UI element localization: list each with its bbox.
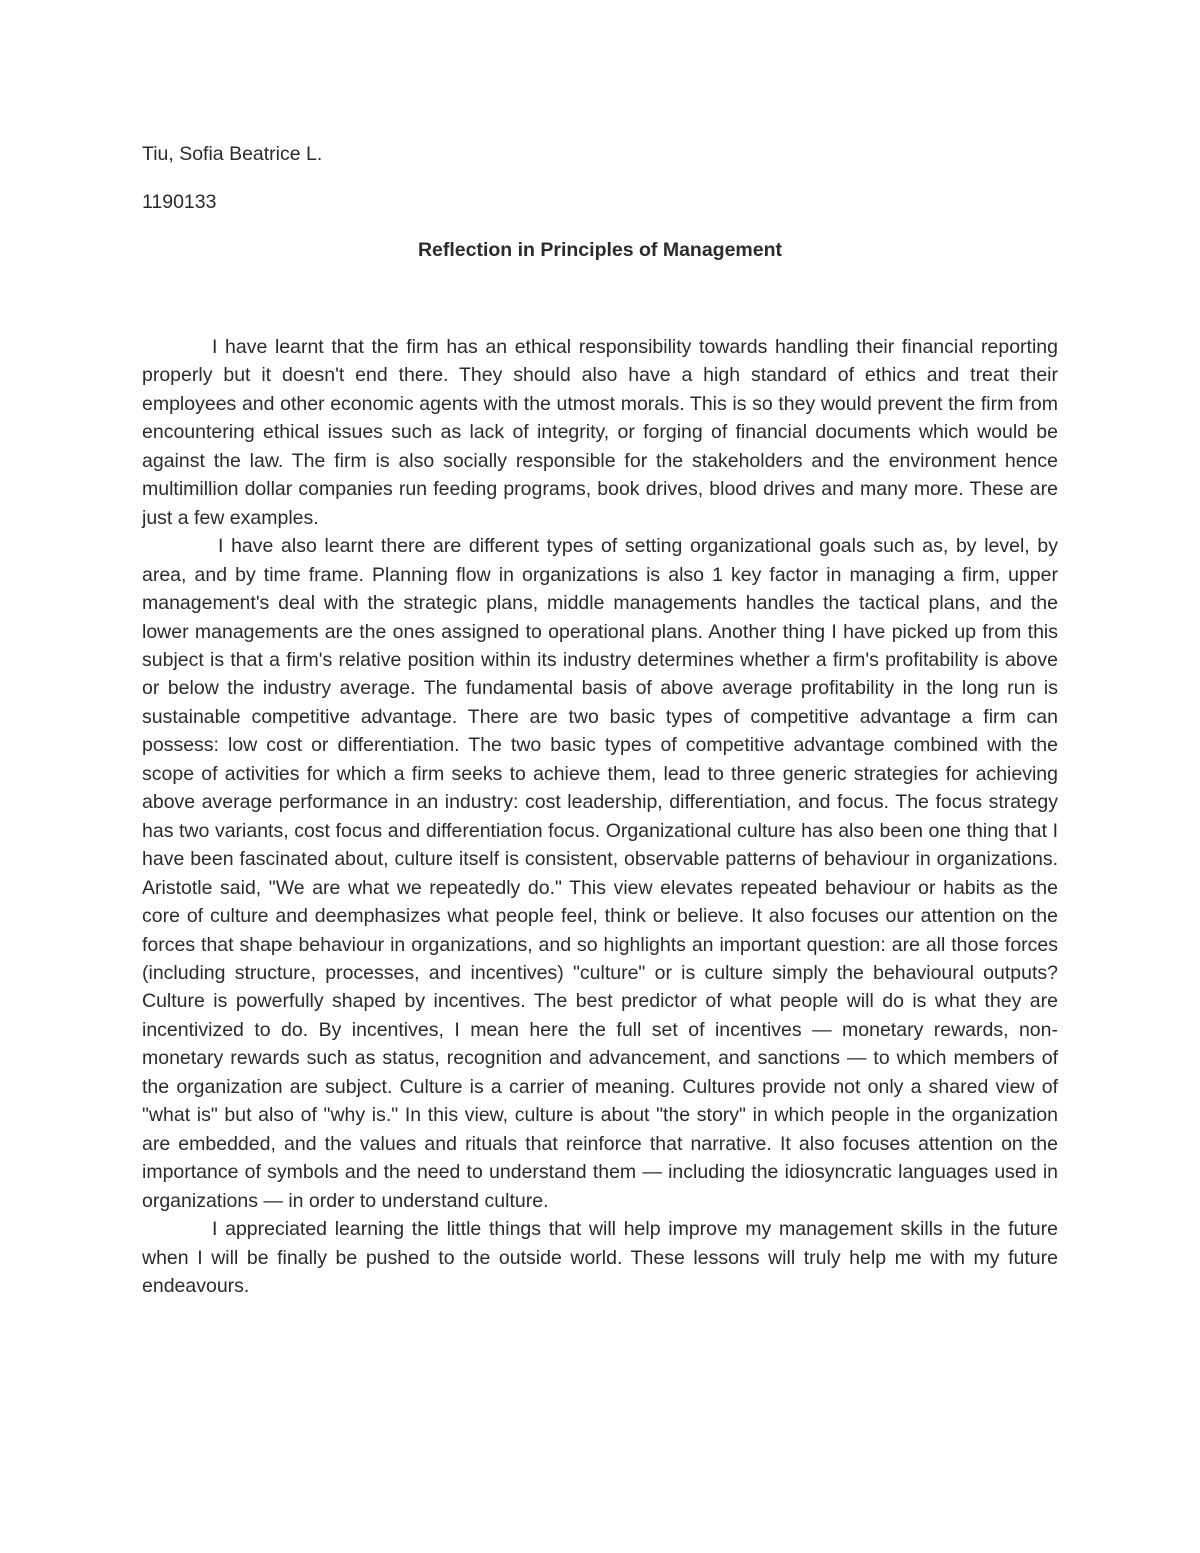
document-title: Reflection in Principles of Management xyxy=(417,239,783,261)
paragraph-conclusion: I appreciated learning the little things that will help improve my management skills in the future when I will be finally be pushed to the outside world. These lessons will truly help me with my future endeavours. xyxy=(142,1218,1058,1297)
paragraph-ethics: I have learnt that the firm has an ethical responsibility towards handling their financial reporting properly but it doesn't end there. They should also have a high standard of ethics and treat their employees and other economic agents with the utmost morals. This is so they would prevent the firm from encountering ethical issues such as lack of integrity, or forging of financial documents which would be against the law. The firm is also socially responsible for the stakeholders and the environment hence multimillion dollar companies run feeding programs, book drives, blood drives and many more. These are just a few examples. xyxy=(142,336,1058,529)
author-name: Tiu, Sofia Beatrice L. xyxy=(142,143,323,165)
document-body xyxy=(142,333,1058,1300)
paragraph-goals-strategy-culture: I have also learnt there are different types of setting organizational goals such as, by level, by area, and by time frame. Planning flow in organizations is also 1 key factor in managing a firm, upper management's deal with the strategic plans, middle managements handles the tactical plans, and the lower managements are the ones assigned to operational plans. Another thing I have picked up from this subject is that a firm's relative position within its industry determines whether a firm's profitability is above or below the industry average. The fundamental basis of above average profitability in the long run is sustainable competitive advantage. There are two basic types of competitive advantage a firm can possess: low cost or differentiation. The two basic types of competitive advantage combined with the scope of activities for which a firm seeks to achieve them, lead to three generic strategies for achieving above average performance in an industry: cost leadership, differentiation, and focus. The focus strategy has two variants, cost focus and differentiation focus. Organizational culture has also been one thing that I have been fascinated about, culture itself is consistent, observable patterns of behaviour in organizations. Aristotle said, "We are what we repeatedly do." This view elevates repeated behaviour or habits as the core of culture and deemphasizes what people feel, think or believe. It also focuses our attention on the forces that shape behaviour in organizations, and so highlights an important question: are all those forces (including structure, processes, and incentives) "culture" or is culture simply the behavioural outputs? Culture is powerfully shaped by incentives. The best predictor of what people will do is what they are incentivized to do. By incentives, I mean here the full set of incentives — monetary rewards, non-monetary rewards such as status, recognition and advancement, and sanctions — to which members of the organization are subject. Culture is a carrier of meaning. Cultures provide not only a shared view of "what is" but also of "why is." In this view, culture is about "the story" in which people in the organization are embedded, and the values and rituals that reinforce that narrative. It also focuses attention on the importance of symbols and the need to understand them — including the idiosyncratic languages used in organizations — in order to understand culture. xyxy=(142,535,1058,1212)
student-id: 1190133 xyxy=(142,191,217,213)
